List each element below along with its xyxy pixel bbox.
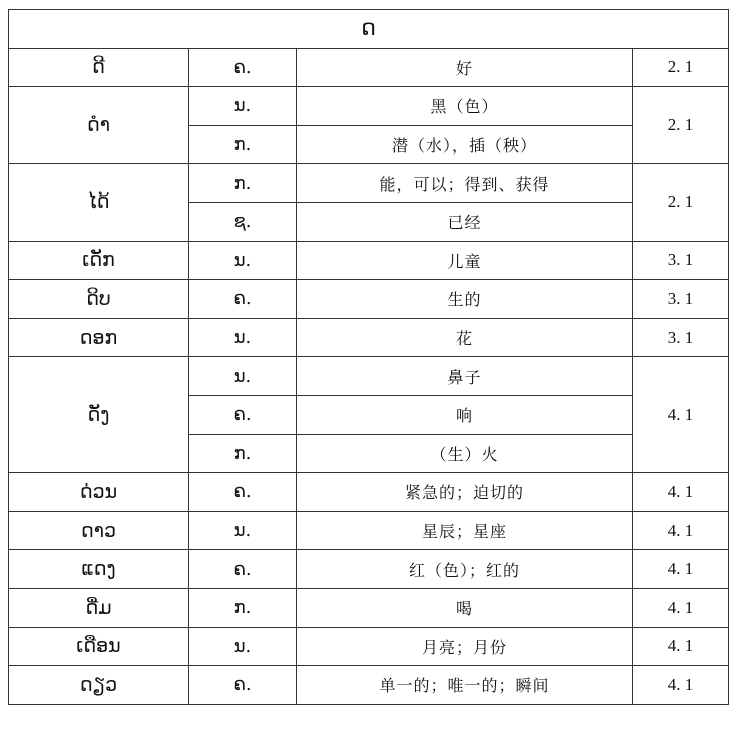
lesson-number-cell: 4. 1 [633, 666, 729, 705]
part-of-speech-cell: ນ. [189, 87, 297, 126]
part-of-speech-cell: ຄ. [189, 473, 297, 512]
table-row [9, 48, 729, 87]
lesson-number-cell: 3. 1 [633, 280, 729, 319]
part-of-speech-cell: ກ. [189, 164, 297, 203]
part-of-speech-cell: ນ. [189, 357, 297, 396]
chinese-meaning-cell: 儿童 [297, 241, 633, 280]
lesson-number-cell: 2. 1 [633, 164, 729, 241]
chinese-meaning-cell: 喝 [297, 588, 633, 627]
lesson-number-cell: 4. 1 [633, 550, 729, 589]
part-of-speech-cell: ຄ. [189, 48, 297, 87]
lao-word-cell: ເດືອນ [9, 627, 189, 666]
part-of-speech-cell: ຊ. [189, 202, 297, 241]
table-row [9, 357, 729, 396]
section-letter-header: ດ [9, 10, 729, 49]
lesson-number-cell: 2. 1 [633, 48, 729, 87]
lao-word-cell: ດື່ມ [9, 588, 189, 627]
part-of-speech-cell: ນ. [189, 627, 297, 666]
lesson-number-cell: 4. 1 [633, 511, 729, 550]
table-row [9, 666, 729, 705]
vocabulary-body [9, 48, 729, 704]
table-row [9, 241, 729, 280]
chinese-meaning-cell: 好 [297, 48, 633, 87]
table-row [9, 280, 729, 319]
part-of-speech-cell: ນ. [189, 511, 297, 550]
vocabulary-table [8, 9, 729, 705]
chinese-meaning-cell: 单一的；唯一的；瞬间 [297, 666, 633, 705]
lao-word-cell: ແດງ [9, 550, 189, 589]
table-row [9, 511, 729, 550]
chinese-meaning-cell: 生的 [297, 280, 633, 319]
table-row [9, 473, 729, 512]
chinese-meaning-cell: 能，可以；得到、获得 [297, 164, 633, 203]
part-of-speech-cell: ນ. [189, 241, 297, 280]
part-of-speech-cell: ກ. [189, 434, 297, 473]
lao-word-cell: ດິບ [9, 280, 189, 319]
part-of-speech-cell: ນ. [189, 318, 297, 357]
lao-word-cell: ດຽວ [9, 666, 189, 705]
chinese-meaning-cell: 月亮；月份 [297, 627, 633, 666]
lesson-number-cell: 4. 1 [633, 627, 729, 666]
part-of-speech-cell: ຄ. [189, 666, 297, 705]
table-row [9, 588, 729, 627]
table-row [9, 318, 729, 357]
part-of-speech-cell: ຄ. [189, 395, 297, 434]
chinese-meaning-cell: 花 [297, 318, 633, 357]
part-of-speech-cell: ຄ. [189, 280, 297, 319]
chinese-meaning-cell: 红（色）；红的 [297, 550, 633, 589]
chinese-meaning-cell: 黑（色） [297, 87, 633, 126]
chinese-meaning-cell: 紧急的；迫切的 [297, 473, 633, 512]
lesson-number-cell: 3. 1 [633, 241, 729, 280]
lao-word-cell: ດຳ [9, 87, 189, 164]
table-row [9, 627, 729, 666]
chinese-meaning-cell: 已经 [297, 202, 633, 241]
lao-word-cell: ເດັກ [9, 241, 189, 280]
part-of-speech-cell: ກ. [189, 125, 297, 164]
lesson-number-cell: 4. 1 [633, 357, 729, 473]
chinese-meaning-cell: 星辰；星座 [297, 511, 633, 550]
header-row [9, 10, 729, 49]
lao-word-cell: ດ່ວນ [9, 473, 189, 512]
lesson-number-cell: 2. 1 [633, 87, 729, 164]
chinese-meaning-cell: （生）火 [297, 434, 633, 473]
lao-word-cell: ດີ [9, 48, 189, 87]
chinese-meaning-cell: 鼻子 [297, 357, 633, 396]
lao-word-cell: ໄດ້ [9, 164, 189, 241]
part-of-speech-cell: ກ. [189, 588, 297, 627]
lesson-number-cell: 4. 1 [633, 588, 729, 627]
table-row [9, 550, 729, 589]
chinese-meaning-cell: 响 [297, 395, 633, 434]
part-of-speech-cell: ຄ. [189, 550, 297, 589]
vocabulary-page [8, 9, 728, 705]
table-row [9, 87, 729, 126]
chinese-meaning-cell: 潜（水），插（秧） [297, 125, 633, 164]
lesson-number-cell: 3. 1 [633, 318, 729, 357]
lao-word-cell: ດອກ [9, 318, 189, 357]
lao-word-cell: ດັງ [9, 357, 189, 473]
lesson-number-cell: 4. 1 [633, 473, 729, 512]
table-row [9, 164, 729, 203]
lao-word-cell: ດາວ [9, 511, 189, 550]
